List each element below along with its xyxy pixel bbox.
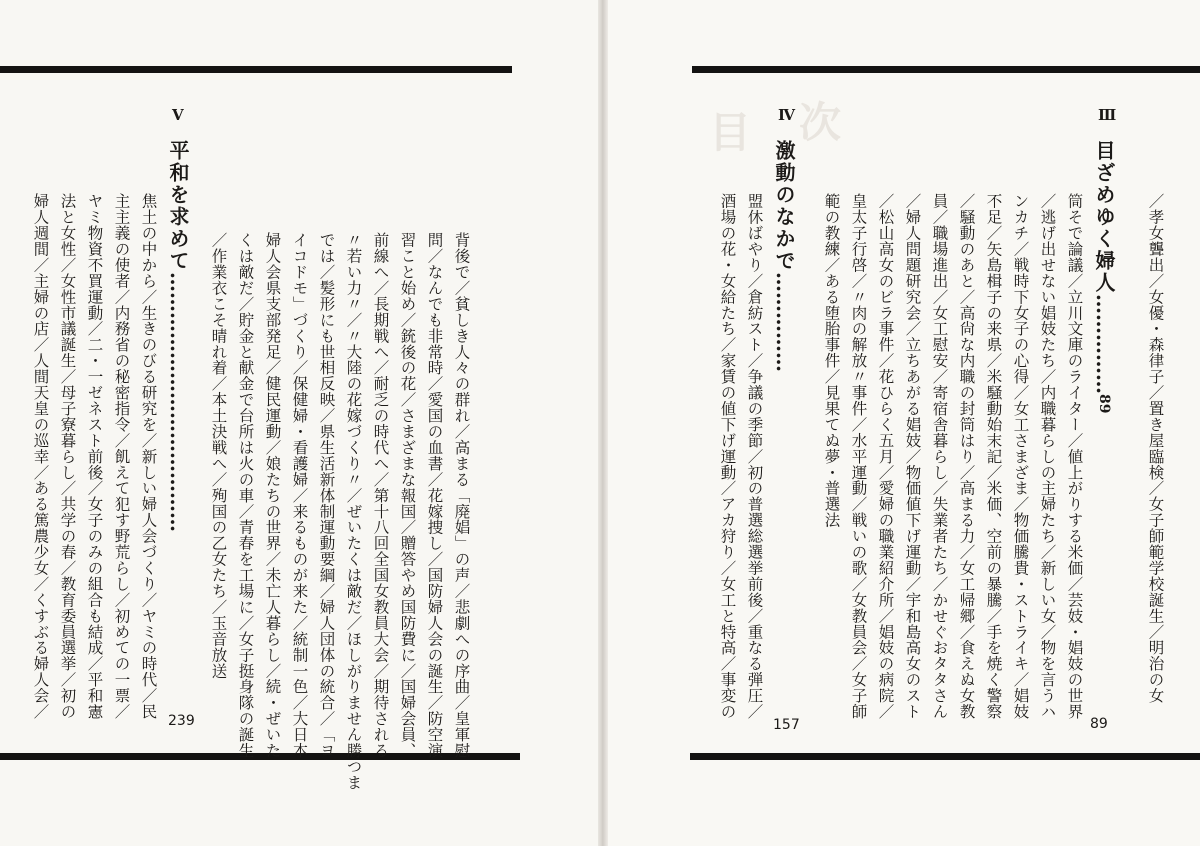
toc-entry-line: ンカチ／戦時下女子の心得／女工さまざま／物価騰貴・ストライキ／娼妓 (1011, 193, 1030, 720)
chapter-heading-v[interactable] (168, 140, 188, 532)
show-through-text: 次 (793, 100, 842, 142)
toc-entry-line: 主主義の使者／内務省の秘密指令／飢えて犯す野荒らし／初めての一票／ (112, 193, 131, 720)
toc-entry-line: 〃若い力〃／〃大陸の花嫁づくり〃／ぜいたくは敵だ／ほしがりません勝つま (344, 232, 363, 791)
toc-entry-line: くは敵だ／貯金と献金で台所は火の車／青春を工場に／女子挺身隊の誕生 (236, 232, 255, 759)
toc-entry-line: 範の教練／ある堕胎事件／見果てぬ夢・普選法 (822, 193, 841, 528)
toc-entry-line: ヤミ物資不買運動／二・一ゼネスト前後／女子のみの組合も結成／平和憲 (85, 193, 104, 720)
chapter-title: 目ざめゆく婦人 (1092, 140, 1116, 294)
chapter-numeral: Ⅴ (172, 106, 184, 124)
page-number: 89 (1096, 394, 1112, 414)
toc-entry-line: 盟休ばやり／倉紡スト／争議の季節／初の普選総選挙前後／重なる弾圧／ (745, 193, 764, 720)
dot-leader: ………………………………… (166, 272, 190, 532)
chapter-heading-iii[interactable] (1094, 140, 1114, 413)
toc-entry-line: 習こと始め／銃後の花／さまざまな報国／贈答やめ国防費に／国婦会員、 (398, 232, 417, 759)
chapter-numeral: Ⅳ (778, 106, 796, 124)
toc-entry-line: 酒場の花・女給たち／家賃の値下げ運動／アカ狩り／女工と特高／事変の (718, 193, 737, 720)
page-number: 89 (1090, 716, 1108, 732)
toc-entry-line: 皇太子行啓／〃肉の解放〃事件／水平運動／戦いの歌／女教員会／女子師 (849, 193, 868, 720)
page-number: 239 (168, 713, 195, 729)
toc-entry-line: ／松山高女のビラ事件／花ひらく五月／愛婦の職業紹介所／娼妓の病院／ (876, 193, 895, 720)
toc-entry-line: イコドモ」づくり／保健婦・看護婦／来るものが来た／統制一色／大日本 (290, 232, 309, 759)
toc-entry-line: ／孝女聾出／女優・森律子／置き屋臨検／女子師範学校誕生／明治の女 (1146, 193, 1165, 704)
toc-entry-line: 筒そで論議／立川文庫のライター／値上がりする米価／芸妓・娼妓の世界 (1065, 193, 1084, 720)
toc-entry-line: ／婦人問題研究会／立ちあがる娼妓／物価値下げ運動／宇和島高女のスト (903, 193, 922, 720)
right-page (606, 0, 1200, 846)
top-rule (0, 66, 512, 73)
toc-entry-line: 婦人会県支部発足／健民運動／娘たちの世界／未亡人暮らし／続・ぜいた (263, 232, 282, 759)
left-page (0, 0, 598, 846)
toc-entry-line: では／髪形にも世相反映／県生活新体制運動要綱／婦人団体の統合／「ヨ (317, 232, 336, 759)
toc-entry-line: ／逃げ出せない娼妓たち／内職暮らしの主婦たち／新しい女／物を言うハ (1038, 193, 1057, 720)
chapter-title: 平和を求めて (166, 140, 190, 272)
toc-entry-line: 不足／矢島楫子の来県／米騒動始末記／米価、空前の暴騰／手を焼く警察 (984, 193, 1003, 720)
toc-entry-line: 法と女性／女性市議誕生／母子寮暮らし／共学の春／教育委員選挙／初の (58, 193, 77, 720)
page-number: 157 (773, 717, 800, 733)
toc-entry-line: 焦土の中から／生きのびる研究を／新しい婦人会づくり／ヤミの時代／民 (139, 193, 158, 720)
toc-entry-line: 問／なんでも非常時／愛国の血書／花嫁捜し／国防婦人会の誕生／防空演 (425, 232, 444, 759)
top-rule (692, 66, 1200, 73)
toc-entry-line: 背後で／貧しき人々の群れ／高まる「廃娼」の声／悲劇への序曲／皇軍慰 (452, 232, 471, 759)
chapter-numeral: Ⅲ (1098, 106, 1117, 124)
toc-entry-line: ／作業衣こそ晴れ着／本土決戦へ／殉国の乙女たち／玉音放送 (209, 232, 228, 679)
toc-entry-line: ／騒動のあと／高尙な内職の封筒はり／高まる力／女工帰郷／食えぬ女教 (957, 193, 976, 720)
toc-entry-line: 婦人週間／主婦の店／人間天皇の巡幸／ある篤農少女／くすぶる婦人会／ (31, 193, 50, 720)
dot-leader: …………… (1092, 294, 1116, 394)
bottom-rule (690, 753, 1200, 760)
dot-leader: …………… (772, 272, 796, 372)
chapter-heading-iv[interactable] (774, 140, 794, 372)
toc-entry-line: 員／職場進出／女工慰安／寄宿舎暮らし／失業者たち／かせぐおタタさん (930, 193, 949, 720)
toc-entry-line: 前線へ／長期戦へ／耐乏の時代へ／第十八回全国女教員大会／期待される (371, 232, 390, 759)
chapter-title: 激動のなかで (772, 140, 796, 272)
show-through-text: 目 (703, 110, 752, 152)
